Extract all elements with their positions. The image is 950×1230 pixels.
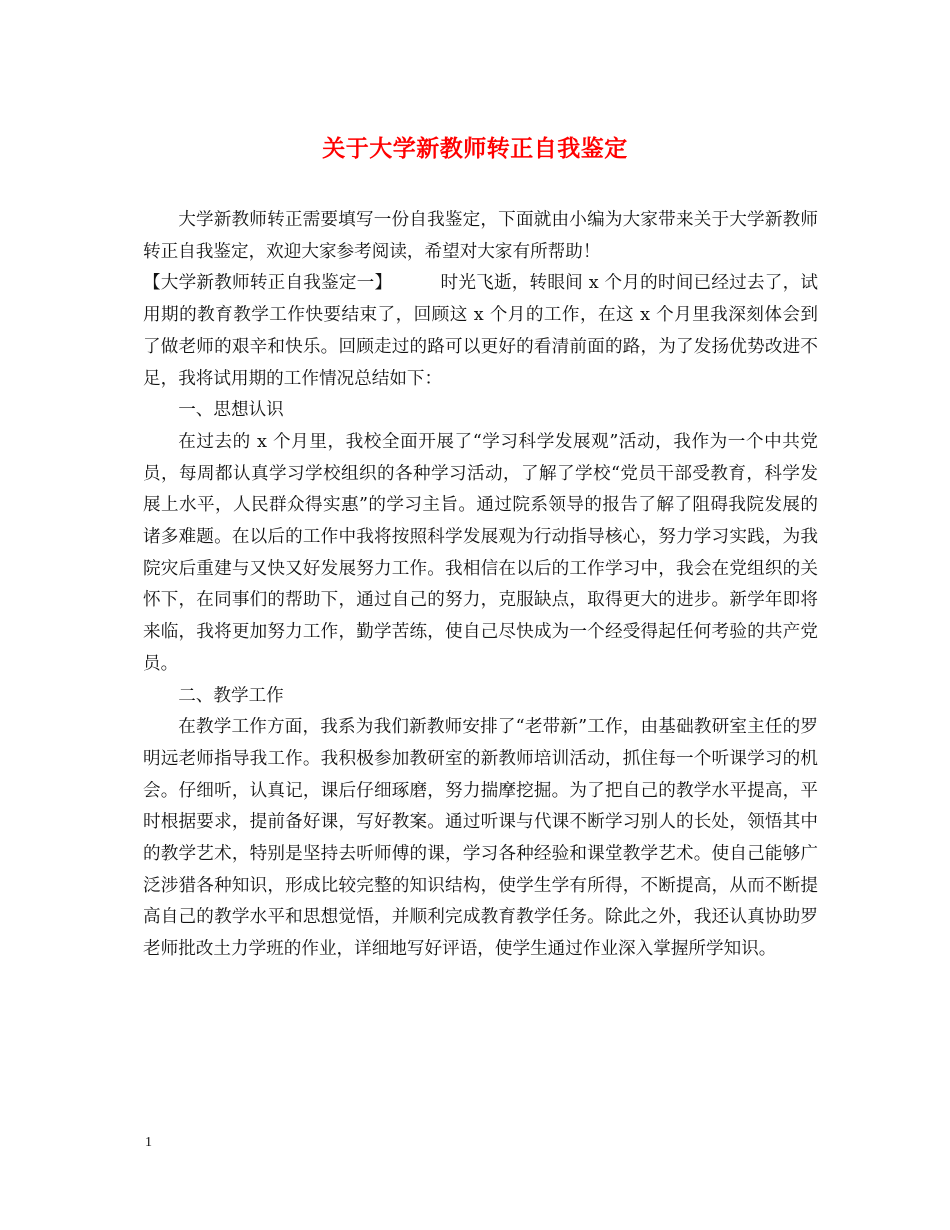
thought-paragraph: 在过去的 x 个月里，我校全面开展了“学习科学发展观”活动，我作为一个中共党员，每周都认真学习学校组织的各种学习活动，了解了学校“党员干部受教育，科学发展上水平，人民群众得实惠”的学习主旨。通过院系领导的报告了解了阻碍我院发展的诸多难题。在以后的工作中我将按照科学发展观为行动指导核心，努力学习实践，为我院灾后重建与又快又好发展努力工作。我相信在以后的工作学习中，我会在党组织的关怀下，在同事们的帮助下，通过自己的努力，克服缺点，取得更大的进步。新学年即将来临，我将更加努力工作，勤学苦练，使自己尽快成为一个经受得起任何考验的共产党员。: [143, 431, 818, 674]
page-number: 1: [145, 1135, 152, 1150]
section-one-heading: 【大学新教师转正自我鉴定一】: [143, 273, 393, 294]
heading-teaching: 二、教学工作: [178, 685, 284, 706]
section-one-paragraph: [143, 268, 818, 395]
document-body: [143, 205, 818, 966]
intro-paragraph: 大学新教师转正需要填写一份自我鉴定，下面就由小编为大家带来关于大学新教师转正自我鉴定，欢迎大家参考阅读，希望对大家有所帮助！: [143, 210, 818, 262]
teaching-paragraph: 在教学工作方面，我系为我们新教师安排了“老带新”工作，由基础教研室主任的罗明远老师指导我工作。我积极参加教研室的新教师培训活动，抓住每一个听课学习的机会。仔细听，认真记，课后仔细琢磨，努力揣摩挖掘。为了把自己的教学水平提高，平时根据要求，提前备好课，写好教案。通过听课与代课不断学习别人的长处，领悟其中的教学艺术，特别是坚持去听师傅的课，学习各种经验和课堂教学艺术。使自己能够广泛涉猎各种知识，形成比较完整的知识结构，使学生学有所得，不断提高，从而不断提高自己的教学水平和思想觉悟，并顺利完成教育教学任务。除此之外，我还认真协助罗老师批改土力学班的作业，详细地写好评语，使学生通过作业深入掌握所学知识。: [143, 717, 818, 960]
document-title: 关于大学新教师转正自我鉴定: [322, 135, 628, 162]
section-one-intro: 时光飞逝，转眼间 x 个月的时间已经过去了，试用期的教育教学工作快要结束了，回顾这 x 个月的工作，在这 x 个月里我深刻体会到了做老师的艰辛和快乐。回顾走过的路可以更好的看清前面的路，为了发扬优势改进不足，我将试用期的工作情况总结如下：: [143, 273, 818, 389]
heading-thought: 一、思想认识: [178, 400, 284, 421]
